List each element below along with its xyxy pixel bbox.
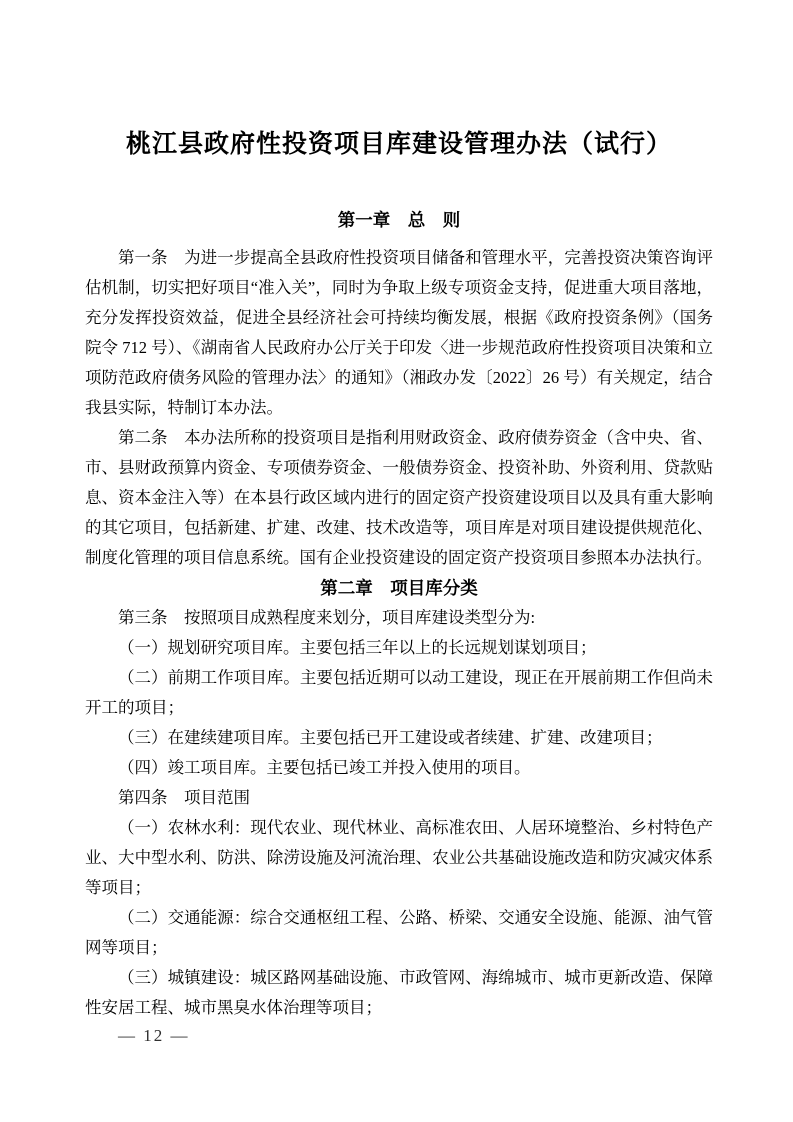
paragraph-library-type-2: （二）前期工作项目库。主要包括近期可以动工建设，现正在开展前期工作但尚未开工的项目；: [85, 668, 713, 717]
page-number: — 12 —: [118, 1026, 190, 1045]
document-content: [85, 0, 713, 1023]
paragraph-article-3: 第三条 按照项目成熟程度来划分，项目库建设类型分为:: [118, 608, 536, 627]
document-title: 桃江县政府性投资项目库建设管理办法（试行）: [125, 131, 672, 158]
paragraph-scope-3: （三）城镇建设：城区路网基础设施、市政管网、海绵城市、城市更新改造、保障性安居工程、城市黑臭水体治理等项目；: [85, 968, 713, 1017]
paragraph-article-4: 第四条 项目范围: [118, 788, 250, 807]
chapter-1-heading: 第一章 总 则: [337, 210, 461, 230]
paragraph-scope-2: （二）交通能源：综合交通枢纽工程、公路、桥梁、交通安全设施、能源、油气管网等项目；: [85, 908, 713, 957]
paragraph-library-type-4: （四）竣工项目库。主要包括已竣工并投入使用的项目。: [118, 758, 531, 777]
paragraph-article-2: 第二条 本办法所称的投资项目是指利用财政资金、政府债券资金（含中央、省、市、县财政预算内资金、专项债券资金、一般债券资金、投资补助、外资利用、贷款贴息、资本金注入等）在本县行政区域内进行的固定资产投资建设项目以及具有重大影响的其它项目，包括新建、扩建、改建、技术改造等，项目库是对项目建设提供规范化、制度化管理的项目信息系统。国有企业投资建设的固定资产投资项目参照本办法执行。: [85, 428, 713, 567]
paragraph-library-type-1: （一）规划研究项目库。主要包括三年以上的长远规划谋划项目；: [118, 638, 597, 657]
chapter-2-heading: 第二章 项目库分类: [320, 578, 478, 598]
paragraph-scope-1: （一）农林水利：现代农业、现代林业、高标准农田、人居环境整治、乡村特色产业、大中型水利、防洪、除涝设施及河流治理、农业公共基础设施改造和防灾减灾体系等项目；: [85, 818, 713, 897]
paragraph-library-type-3: （三）在建续建项目库。主要包括已开工建设或者续建、扩建、改建项目；: [118, 728, 663, 747]
paragraph-article-1: 第一条 为进一步提高全县政府性投资项目储备和管理水平，完善投资决策咨询评估机制，切实把好项目“准入关”，同时为争取上级专项资金支持，促进重大项目落地，充分发挥投资效益，促进全县经济社会可持续均衡发展，根据《政府投资条例》（国务院令 712 号）、《湖南省人民政府办公厅关于印发〈进一步规范政府性投资项目决策和立项防范政府债务风险的管理办法〉的通知》（湘政办发〔2022〕26 号）有关规定，结合我县实际，特制订本办法。: [85, 248, 713, 417]
